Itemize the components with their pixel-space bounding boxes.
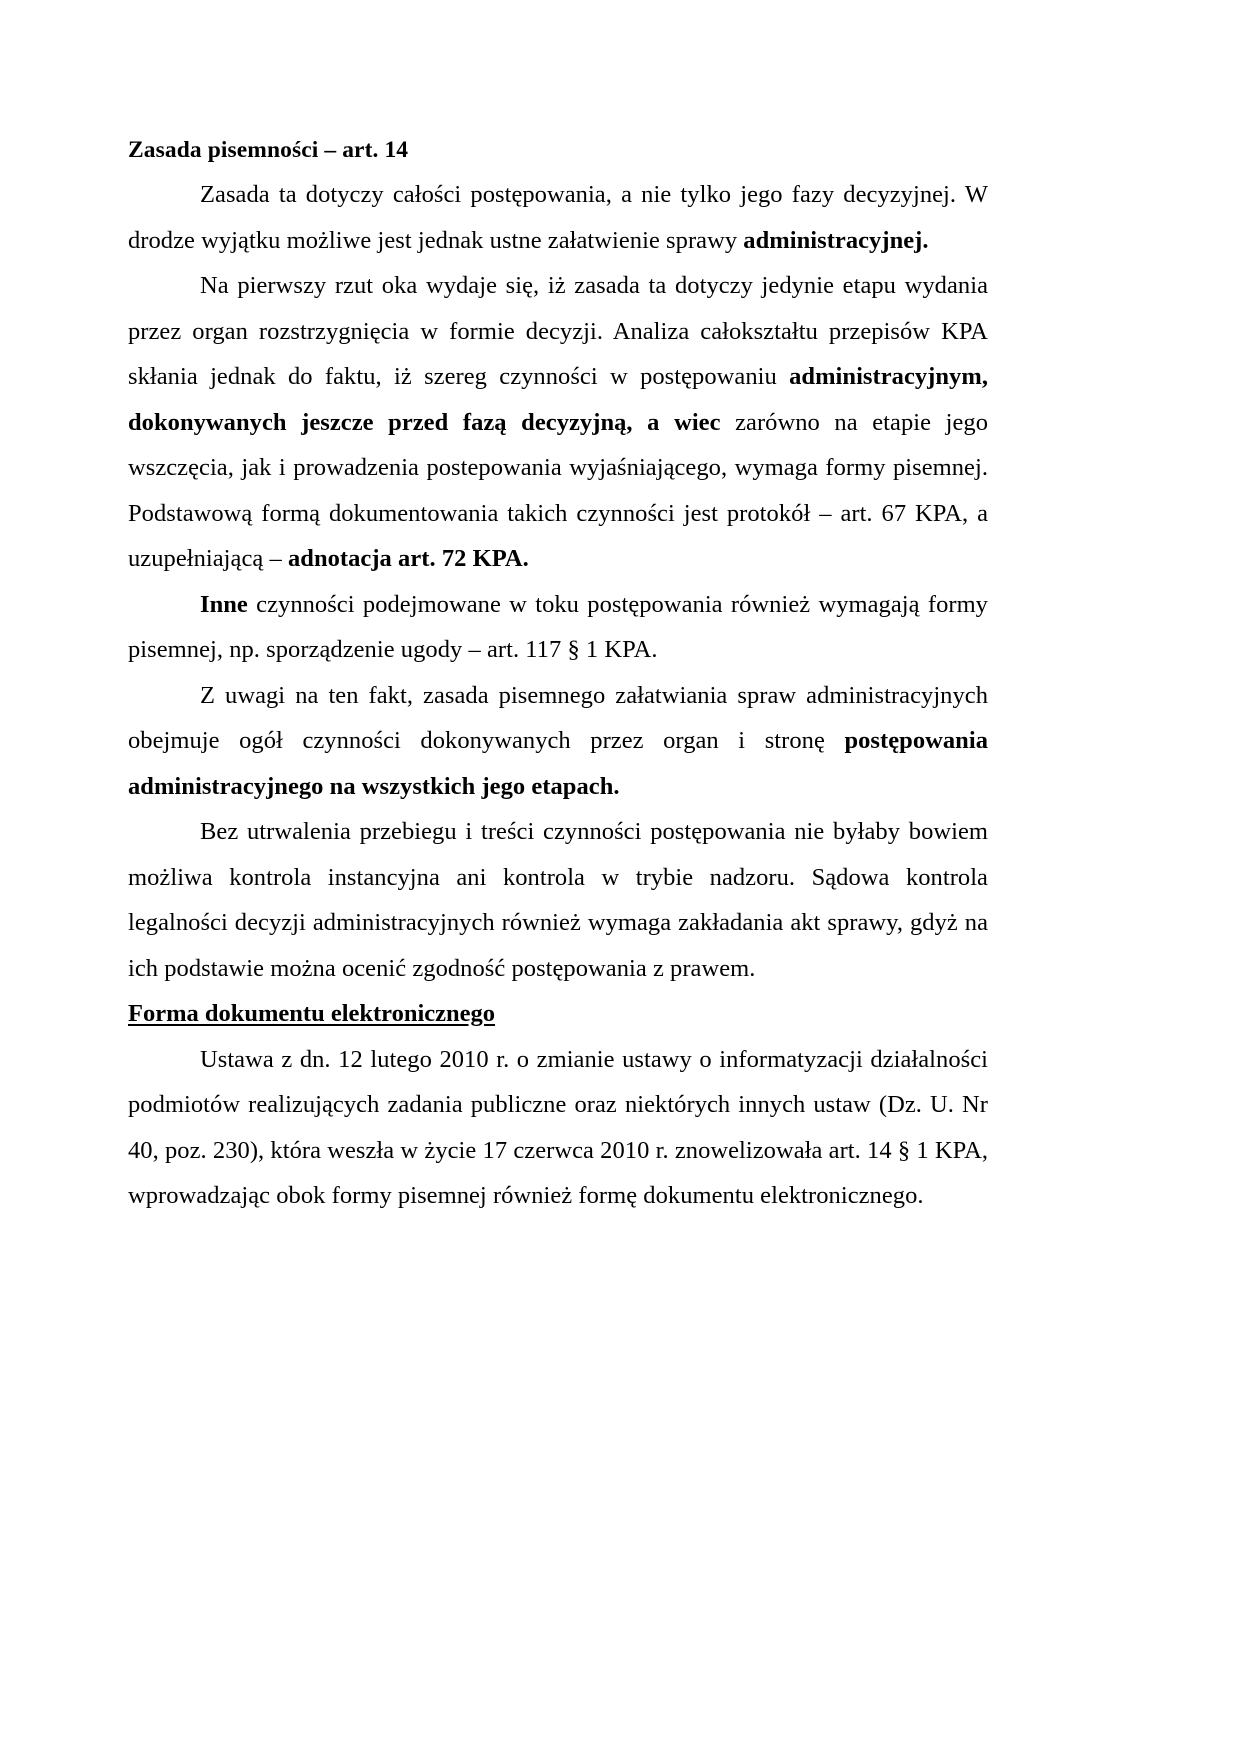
paragraph-2-text-a: Na pierwszy rzut oka wydaje się, iż zasada ta dotyczy jedynie etapu wydania przez organ rozstrzygnięcia w formie decyzji. Analiza całokształtu przepisów KPA skłania jednak do faktu, iż szereg czynności w postępowaniu bbox=[128, 272, 988, 390]
paragraph-6-text: Ustawa z dn. 12 lutego 2010 r. o zmianie ustawy o informatyzacji działalności podmiotów realizujących zadania publiczne oraz niektórych innych ustaw (Dz. U. Nr 40, poz. 230), która weszła w życie 17 czerwca 2010 r. znowelizowała art. 14 § 1 KPA, wprowadzając obok formy pisemnej również formę dokumentu elektronicznego. bbox=[128, 1045, 988, 1209]
paragraph-5-text: Bez utrwalenia przebiegu i treści czynności postępowania nie byłaby bowiem możliwa kontrola instancyjna ani kontrola w trybie nadzoru. Sądowa kontrola legalności decyzji administracyjnych również wymaga zakładania akt sprawy, gdyż na ich podstawie można ocenić zgodność postępowania z prawem. bbox=[128, 818, 988, 982]
paragraph-2-text-c: zarówno na etapie jego wszczęcia, jak i prowadzenia postepowania wyjaśniającego, wymaga formy pisemnej. Podstawową formą dokumentowania takich czynności jest protokół – art. 67 KPA, a uzupełniającą – bbox=[128, 408, 988, 572]
paragraph-1-text: Zasada ta dotyczy całości postępowania, a nie tylko jego fazy decyzyjnej. W drodze wyjątku możliwe jest jednak ustne załatwienie sprawy bbox=[128, 181, 988, 254]
paragraph-5 bbox=[128, 809, 988, 991]
paragraph-3-text-b: czynności podejmowane w toku postępowania również wymagają formy pisemnej, np. sporządzenie ugody – art. 117 § 1 KPA. bbox=[128, 590, 988, 663]
section-heading-forma-dokumentu-elektronicznego: Forma dokumentu elektronicznego bbox=[128, 1000, 496, 1027]
paragraph-2-bold-b: administracyjnym, dokonywanych jeszcze przed fazą decyzyjną, a wiec bbox=[128, 363, 988, 436]
paragraph-2 bbox=[128, 263, 988, 582]
paragraph-4 bbox=[128, 673, 988, 810]
page-title: Zasada pisemności – art. 14 bbox=[128, 137, 409, 163]
paragraph-1 bbox=[128, 172, 988, 263]
paragraph-6 bbox=[128, 1037, 988, 1219]
paragraph-4-bold-b: postępowania administracyjnego na wszystkich jego etapach. bbox=[128, 727, 988, 800]
paragraph-3-bold-a: Inne bbox=[200, 590, 257, 618]
paragraph-3 bbox=[128, 582, 988, 673]
document-body bbox=[128, 128, 988, 1219]
paragraph-2-bold-d: adnotacja art. 72 KPA. bbox=[287, 545, 529, 572]
paragraph-1-bold: administracyjnej. bbox=[743, 226, 929, 254]
paragraph-4-text-a: Z uwagi na ten fakt, zasada pisemnego załatwiania spraw administracyjnych obejmuje ogół czynności dokonywanych przez organ i stronę bbox=[128, 681, 988, 754]
